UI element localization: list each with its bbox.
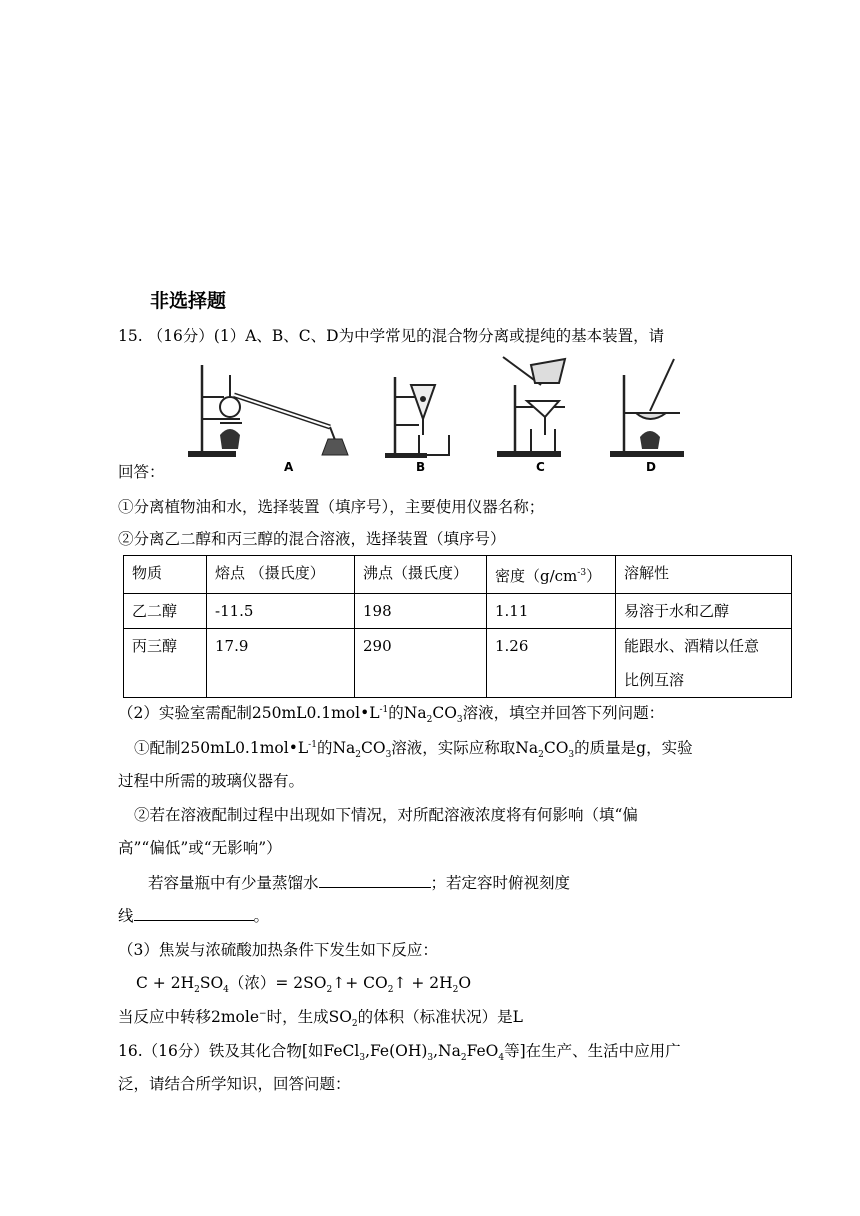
subscript: 2	[426, 715, 433, 726]
apparatus-a-figure	[180, 355, 360, 460]
apparatus-d-figure	[610, 355, 700, 460]
density-header-text: 密度（g/cm	[495, 567, 578, 585]
table-cell: 丙三醇	[124, 629, 207, 698]
superscript: −	[259, 1008, 267, 1019]
text-span: O	[458, 974, 472, 992]
q15-part2-item1-cont: 过程中所需的玻璃仪器有。	[118, 772, 305, 790]
text-span: FeO	[466, 1042, 499, 1060]
subscript: 2	[351, 1019, 358, 1030]
subscript: 2	[452, 985, 459, 996]
table-header-cell: 物质	[124, 556, 207, 594]
text-span: ,Fe(OH)	[365, 1042, 428, 1060]
q15-part3-question	[118, 1005, 523, 1029]
subscript: 4	[498, 1053, 505, 1064]
subscript: 3	[385, 750, 392, 761]
q15-part2-intro: （2）实验室需配制$250mL0.1mol•L^{-1}$的$Na_2CO_3$溶液，填空并回答下列问题：	[118, 704, 665, 726]
properties-table	[123, 555, 792, 698]
table-header-row	[124, 556, 792, 594]
figure-label-d: D	[646, 460, 656, 474]
q15-part2-item2-cont: 高”“偏低”或“无影响”）	[118, 839, 282, 857]
q15-part1-item1: ①分离植物油和水，选择装置（填序号），主要使用仪器名称；	[118, 498, 545, 516]
superscript: -1	[308, 739, 317, 750]
table-cell: 198	[355, 594, 487, 629]
subscript: 3	[359, 1053, 366, 1064]
q16-intro-cont: 泛，请结合所学知识，回答问题：	[118, 1075, 351, 1093]
text-span: （2）实验室需配制250mL0.1mol•L	[118, 704, 380, 722]
subscript: 3	[456, 715, 463, 726]
q15-intro: 15. （16分）(1）A、B、C、D为中学常见的混合物分离或提纯的基本装置，请	[118, 327, 665, 345]
q15-part2-item1: ①配制$250mL0.1mol•L^{-1}$的$Na_2CO_3$溶液，实际应称取$Na_2CO_3$的质量是g，实验	[134, 739, 693, 761]
solubility-line-1: 能跟水、酒精以任意	[624, 637, 760, 655]
answer-label: 回答：	[118, 463, 165, 481]
table-cell: 290	[355, 629, 487, 698]
subscript: 2	[194, 985, 200, 996]
text-span: 若容量瓶中有少量蒸馏水	[148, 874, 319, 892]
table-cell: -11.5	[207, 594, 355, 629]
table-cell: 1.11	[487, 594, 616, 629]
table-row	[124, 594, 792, 629]
table-cell: 1.26	[487, 629, 616, 698]
subscript: 2	[387, 985, 394, 996]
text-span: 。	[253, 907, 270, 925]
text-span: 的Na	[388, 704, 427, 722]
apparatus-c-figure	[495, 355, 585, 460]
text-span: 时，生成SO	[266, 1008, 352, 1026]
q15-part2-item2: ②若在溶液配制过程中出现如下情况，对所配溶液浓度将有何影响（填“偏	[134, 806, 638, 824]
text-span: 溶液，实际应称取Na	[391, 739, 539, 757]
apparatus-b-figure	[385, 375, 465, 460]
answer-blank[interactable]	[134, 906, 254, 921]
figure-label-b: B	[416, 460, 426, 474]
section-title: 非选择题	[150, 290, 227, 312]
figure-label-a: A	[284, 460, 294, 474]
table-header-cell: 熔点 （摄氏度）	[207, 556, 355, 594]
subscript: 2	[355, 750, 361, 761]
text-span: C + 2H	[136, 974, 195, 992]
text-span: ↑ + 2H	[393, 974, 453, 992]
text-span: ,Na	[433, 1042, 461, 1060]
text-span: 的体积（标准状况）是L	[357, 1008, 523, 1026]
text-span: 的Na	[316, 739, 356, 757]
table-row	[124, 629, 792, 698]
q15-part3-intro: （3）焦炭与浓硫酸加热条件下发生如下反应：	[118, 941, 438, 959]
table-header-cell: 溶解性	[616, 556, 792, 594]
text-span: SO	[199, 974, 224, 992]
text-span: ①配制250mL0.1mol•L	[134, 739, 309, 757]
apparatus-figures	[180, 355, 720, 475]
q15-part2-item3	[148, 871, 570, 893]
text-span: 溶液，填空并回答下列问题：	[462, 704, 665, 722]
text-span: 的质量是g，实验	[574, 739, 693, 757]
subscript: 3	[568, 750, 575, 761]
table-cell: 乙二醇	[124, 594, 207, 629]
text-span: 线	[118, 907, 134, 925]
table-header-cell: 沸点（摄氏度）	[355, 556, 487, 594]
reaction-equation	[136, 971, 471, 995]
superscript: -1	[379, 704, 389, 715]
table-header-cell	[487, 556, 616, 594]
density-header-close: ）	[586, 567, 602, 585]
text-span: 当反应中转移2mole	[118, 1008, 260, 1026]
text-span: 等]在生产、生活中应用广	[504, 1042, 681, 1060]
table-cell	[616, 629, 792, 698]
density-header-exponent: -3	[577, 568, 587, 578]
text-span: 16.（16分）铁及其化合物[如FeCl	[118, 1042, 360, 1060]
subscript: 3	[427, 1053, 434, 1064]
q15-part1-item2: ②分离乙二醇和丙三醇的混合溶液，选择装置（填序号）	[118, 530, 506, 548]
table-cell: 17.9	[207, 629, 355, 698]
q15-part2-item3-cont	[118, 904, 269, 926]
text-span: ↑+ CO	[332, 974, 388, 992]
subscript: 2	[460, 1053, 467, 1064]
text-span: （浓）= 2SO	[228, 974, 327, 992]
figure-label-c: C	[536, 460, 545, 474]
answer-blank[interactable]	[319, 873, 431, 888]
subscript: 2	[326, 985, 333, 996]
table-cell: 易溶于水和乙醇	[616, 594, 792, 629]
solubility-line-2: 比例互溶	[624, 671, 685, 689]
subscript: 4	[223, 985, 229, 996]
subscript: 2	[538, 750, 544, 761]
text-span: ；若定容时俯视刻度	[430, 874, 571, 892]
q16-intro	[118, 1039, 681, 1063]
